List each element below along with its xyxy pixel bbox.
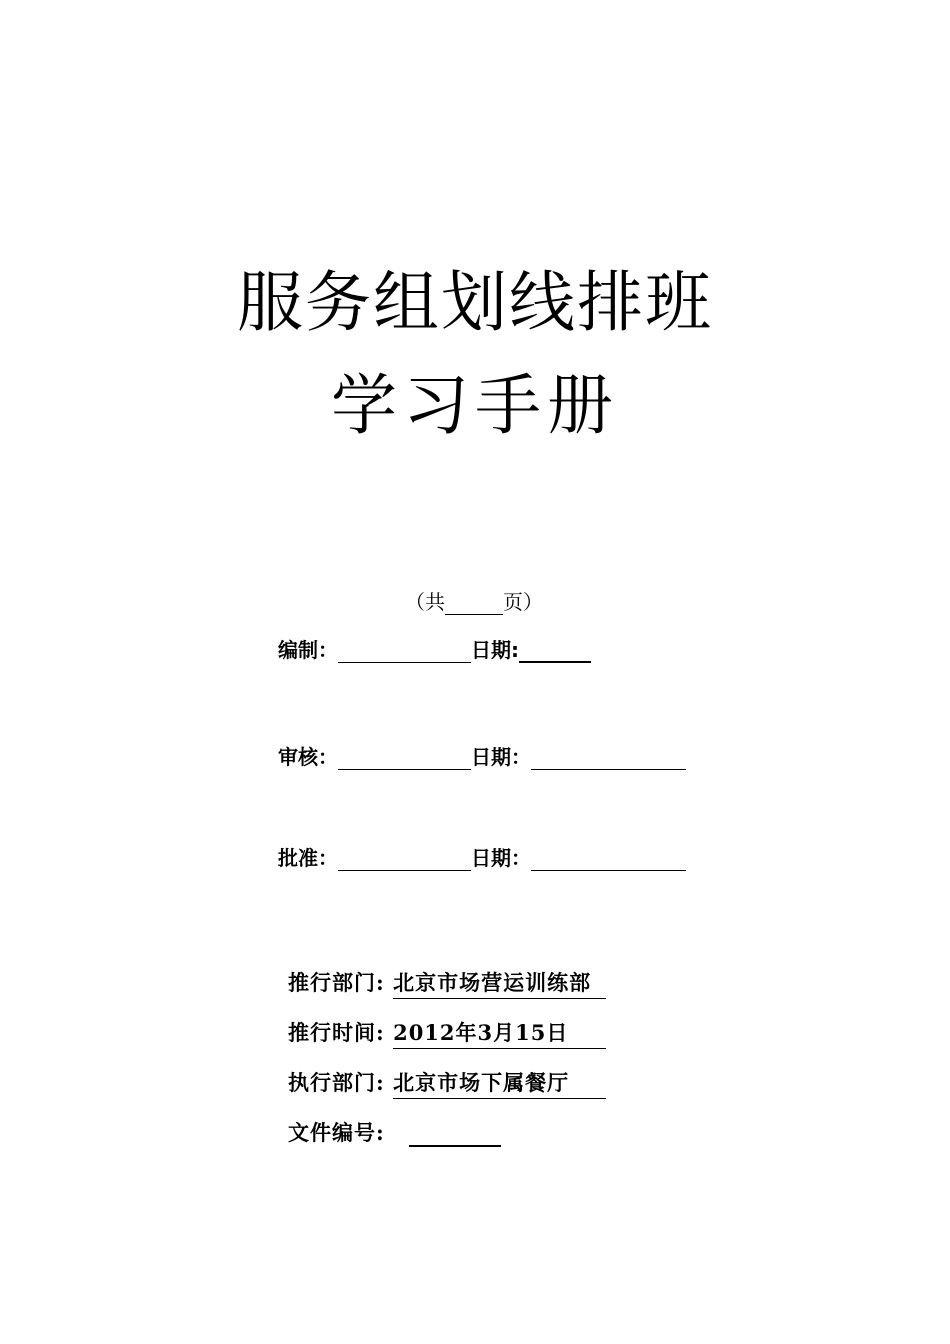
promote-dept-label: 推行部门:	[288, 970, 385, 995]
page-count-blank	[445, 594, 503, 615]
compile-date-blank	[519, 641, 591, 663]
compile-date-label: 日期:	[471, 638, 519, 662]
signature-row-review	[278, 741, 686, 769]
signature-row-approve	[278, 842, 686, 870]
review-name-blank	[338, 749, 471, 770]
document-title-line-1: 服务组划线排班	[237, 264, 713, 341]
compile-label: 编制：	[278, 638, 338, 662]
promote-time-value: 2012年3月15日	[393, 1017, 606, 1049]
promote-time-label: 推行时间:	[288, 1020, 385, 1045]
file-number-label: 文件编号:	[288, 1120, 385, 1145]
approve-name-blank	[338, 850, 471, 871]
review-label: 审核：	[278, 745, 338, 769]
exec-dept-value: 北京市场下属餐厅	[393, 1067, 606, 1099]
exec-dept-label: 执行部门:	[288, 1070, 385, 1095]
page-count-prefix: （共	[405, 590, 445, 614]
review-date-label: 日期：	[471, 745, 531, 769]
file-number-blank	[409, 1123, 501, 1147]
promote-time-row	[288, 1017, 606, 1049]
file-number-row	[288, 1117, 501, 1147]
review-date-blank	[531, 749, 686, 770]
approve-date-label: 日期：	[471, 846, 531, 870]
page-count-suffix: 页）	[503, 590, 543, 614]
approve-date-blank	[531, 850, 686, 871]
exec-dept-row	[288, 1067, 606, 1099]
promote-dept-value: 北京市场营运训练部	[393, 967, 606, 999]
promote-dept-row	[288, 967, 606, 999]
document-title-line-2: 学习手册	[331, 367, 619, 444]
approve-label: 批准：	[278, 846, 338, 870]
signature-row-compile	[278, 634, 591, 662]
page-count	[405, 586, 543, 615]
compile-name-blank	[338, 642, 471, 663]
